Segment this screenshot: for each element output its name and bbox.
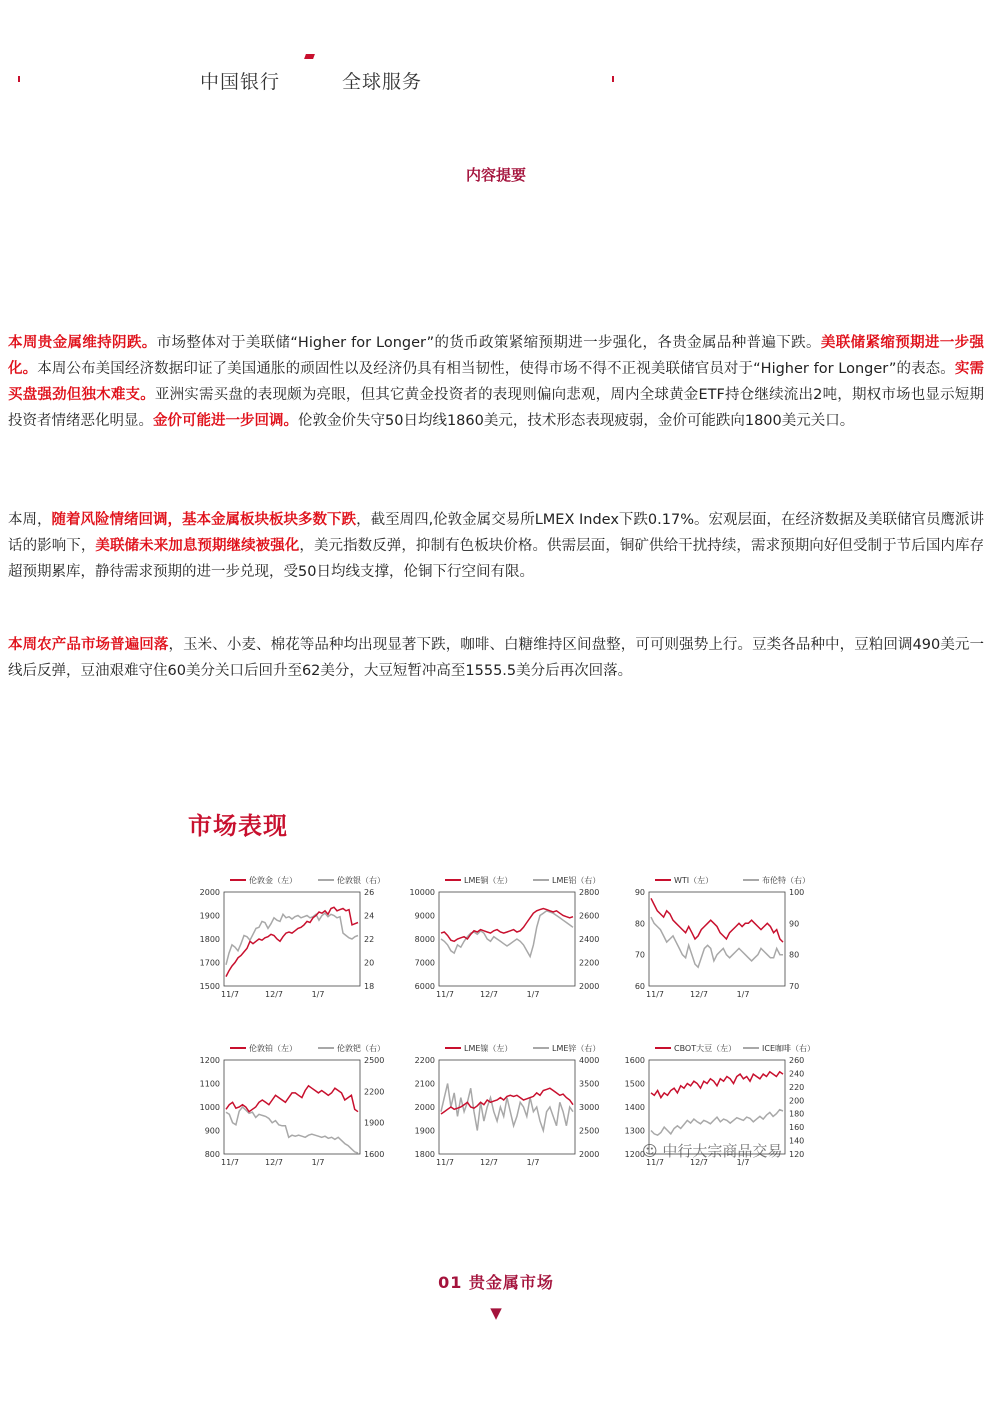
- y-right-tick-label: 2400: [579, 935, 600, 944]
- y-left-tick-label: 1700: [199, 958, 220, 968]
- y-right-tick-label: 2800: [579, 888, 600, 897]
- watermark-text: 中行大宗商品交易: [662, 1142, 783, 1160]
- y-left-tick-label: 7000: [414, 958, 435, 968]
- y-right-tick-label: 3500: [579, 1079, 600, 1089]
- y-left-tick-label: 1900: [414, 1126, 435, 1136]
- x-tick-label: 1/7: [736, 1158, 750, 1167]
- highlight-text: 本周贵金属维持阴跌。: [8, 335, 157, 351]
- legend-label: LME锌（右）: [552, 1044, 601, 1053]
- summary-title: 内容提要: [465, 166, 526, 184]
- chart-svg: [190, 868, 390, 1008]
- chart-svg: [190, 1036, 390, 1176]
- y-left-tick-label: 1200: [199, 1056, 220, 1065]
- y-left-tick-label: 6000: [414, 982, 435, 991]
- chart-wti-brent: [615, 868, 815, 1008]
- header-service: 全球服务: [342, 71, 423, 93]
- legend-label: 伦敦铂（左）: [249, 1044, 297, 1053]
- legend-label: CBOT大豆（左）: [674, 1044, 737, 1053]
- y-right-tick-label: 2000: [579, 1150, 600, 1159]
- x-tick-label: 11/7: [221, 990, 239, 999]
- down-arrow-icon: ▼: [490, 1304, 502, 1322]
- y-left-tick-label: 60: [634, 982, 645, 991]
- legend-label: LME铝（右）: [552, 876, 601, 885]
- y-right-tick-label: 240: [789, 1069, 805, 1079]
- body-text: ，玉米、小麦、棉花等品种均出现显著下跌，咖啡、白糖维持区间盘整，可可则强势上行。豆类各品种中，豆粕回调490美元一线后反弹，豆油艰难守住60美分关口后回升至62美分，大豆短暂冲高至1555.5美分后再次回落。: [8, 637, 985, 679]
- series-left-line: [651, 898, 783, 942]
- y-left-tick-label: 800: [204, 1150, 220, 1159]
- y-right-tick-label: 140: [789, 1136, 805, 1146]
- y-right-tick-label: 1900: [364, 1118, 385, 1128]
- series-right-line: [651, 917, 783, 967]
- x-tick-label: 1/7: [526, 990, 540, 999]
- highlight-text: 金价可能进一步回调。: [153, 413, 298, 429]
- y-left-tick-label: 1500: [199, 982, 220, 991]
- y-right-tick-label: 160: [789, 1123, 805, 1133]
- plot-frame: [224, 1060, 360, 1154]
- y-right-tick-label: 20: [364, 958, 375, 968]
- y-right-tick-label: 18: [364, 982, 375, 991]
- series-right-line: [441, 911, 573, 957]
- y-right-tick-label: 200: [789, 1096, 805, 1106]
- series-left-line: [226, 1086, 358, 1112]
- body-text: 伦敦金价失守50日均线1860美元，技术形态表现疲弱，金价可能跌向1800美元关口。: [298, 413, 855, 429]
- wechat-icon: ☺: [642, 1142, 663, 1160]
- x-tick-label: 12/7: [265, 1158, 283, 1167]
- y-left-tick-label: 2000: [414, 1103, 435, 1112]
- y-right-tick-label: 1600: [364, 1150, 385, 1159]
- y-left-tick-label: 10000: [409, 888, 435, 897]
- y-right-tick-label: 2500: [364, 1056, 385, 1065]
- y-right-tick-label: 26: [364, 888, 375, 897]
- x-tick-label: 1/7: [736, 990, 750, 999]
- header-right-mark: [612, 76, 614, 82]
- y-right-tick-label: 2200: [579, 958, 600, 968]
- y-right-tick-label: 120: [789, 1150, 805, 1159]
- y-left-tick-label: 1900: [199, 911, 220, 921]
- y-right-tick-label: 22: [364, 935, 375, 944]
- y-left-tick-label: 1600: [624, 1056, 645, 1065]
- highlight-text: 本周农产品市场普遍回落: [8, 637, 169, 653]
- x-tick-label: 12/7: [690, 990, 708, 999]
- x-tick-label: 12/7: [480, 1158, 498, 1167]
- chart-svg: [615, 868, 815, 1008]
- x-tick-label: 11/7: [436, 1158, 454, 1167]
- y-right-tick-label: 220: [789, 1082, 805, 1092]
- y-left-tick-label: 1200: [624, 1150, 645, 1159]
- y-right-tick-label: 70: [789, 982, 800, 991]
- y-right-tick-label: 3000: [579, 1103, 600, 1112]
- highlight-text: 实需买盘强劲但独木难支。: [8, 361, 985, 403]
- legend-label: 伦敦银（右）: [337, 876, 385, 885]
- series-right-line: [651, 1110, 783, 1136]
- highlight-text: 美联储未来加息预期继续被强化: [95, 538, 300, 554]
- chart-platinum-palladium: [190, 1036, 390, 1176]
- body-text: ，美元指数反弹，抑制有色板块价格。供需层面，铜矿供给干扰持续，需求预期向好但受制于节后国内库存超预期累库，静待需求预期的进一步兑现，受50日均线支撑，伦铜下行空间有限。: [8, 538, 985, 580]
- x-tick-label: 12/7: [480, 990, 498, 999]
- y-left-tick-label: 80: [634, 919, 645, 929]
- legend-label: 伦敦金（左）: [249, 876, 297, 885]
- x-tick-label: 11/7: [646, 990, 664, 999]
- y-right-tick-label: 260: [789, 1056, 805, 1065]
- body-text: 亚洲实需买盘的表现颇为亮眼，但其它黄金投资者的表现则偏向悲观，周内全球黄金ETF持仓继续流出2吨，期权市场也显示短期投资者情绪恶化明显。: [8, 387, 984, 429]
- series-right-line: [226, 1107, 358, 1153]
- y-right-tick-label: 4000: [579, 1056, 600, 1065]
- y-right-tick-label: 100: [789, 888, 805, 897]
- y-right-tick-label: 180: [789, 1109, 805, 1119]
- x-tick-label: 11/7: [436, 990, 454, 999]
- y-left-tick-label: 1400: [624, 1103, 645, 1112]
- x-tick-label: 1/7: [526, 1158, 540, 1167]
- highlight-text: 随着风险情绪回调，基本金属板块板块多数下跌: [51, 512, 357, 528]
- plot-frame: [224, 892, 360, 986]
- chart-gold-silver: [190, 868, 390, 1008]
- x-tick-label: 11/7: [221, 1158, 239, 1167]
- header-bank-name: 中国银行: [200, 71, 281, 93]
- base-metals-paragraph: [8, 507, 984, 585]
- chart-copper-aluminium: [405, 868, 605, 1008]
- x-tick-label: 12/7: [265, 990, 283, 999]
- x-tick-label: 12/7: [690, 1158, 708, 1167]
- y-right-tick-label: 2000: [579, 982, 600, 991]
- legend-label: 伦敦钯（右）: [337, 1044, 385, 1053]
- y-left-tick-label: 9000: [414, 911, 435, 921]
- y-left-tick-label: 1800: [199, 935, 220, 944]
- highlight-text: 美联储紧缩预期进一步强化。: [8, 335, 985, 377]
- y-left-tick-label: 8000: [414, 935, 435, 944]
- body-text: ，截至周四,伦敦金属交易所LMEX Index下跌0.17%。宏观层面，在经济数据及美联储官员鹰派讲话的影响下，: [8, 512, 985, 554]
- chart-nickel-zinc: [405, 1036, 605, 1176]
- legend-label: 布伦特（右）: [762, 876, 810, 885]
- body-text: 本周，: [8, 512, 52, 528]
- legend-label: ICE咖啡（右）: [762, 1044, 815, 1053]
- y-left-tick-label: 70: [634, 950, 645, 960]
- series-left-line: [651, 1072, 783, 1098]
- y-right-tick-label: 2200: [364, 1087, 385, 1097]
- y-left-tick-label: 1300: [624, 1126, 645, 1136]
- chart-svg: [405, 868, 605, 1008]
- section-link-precious-metals[interactable]: 01 贵金属市场: [438, 1273, 554, 1292]
- chart-svg: [405, 1036, 605, 1176]
- wechat-watermark: [642, 1140, 782, 1161]
- body-text: 市场整体对于美联储“Higher for Longer”的货币政策紧缩预期进一步强化，各贵金属品种普遍下跌。: [156, 335, 821, 351]
- x-tick-label: 1/7: [311, 990, 325, 999]
- header-left-mark: [18, 76, 20, 82]
- y-right-tick-label: 2600: [579, 911, 600, 921]
- body-text: 本周公布美国经济数据印证了美国通胀的顽固性以及经济仍具有相当韧性，使得市场不得不正视美联储官员对于“Higher for Longer”的表态。: [37, 361, 955, 377]
- y-left-tick-label: 1500: [624, 1079, 645, 1089]
- y-left-tick-label: 900: [204, 1126, 220, 1136]
- y-right-tick-label: 2500: [579, 1126, 600, 1136]
- y-right-tick-label: 24: [364, 911, 375, 921]
- precious-metals-paragraph: [8, 330, 984, 434]
- y-left-tick-label: 2100: [414, 1079, 435, 1089]
- y-right-tick-label: 90: [789, 919, 800, 929]
- y-left-tick-label: 1100: [199, 1079, 220, 1089]
- legend-label: LME铜（左）: [464, 876, 513, 885]
- y-left-tick-label: 1000: [199, 1103, 220, 1112]
- x-tick-label: 1/7: [311, 1158, 325, 1167]
- y-left-tick-label: 2200: [414, 1056, 435, 1065]
- x-tick-label: 11/7: [646, 1158, 664, 1167]
- y-left-tick-label: 2000: [199, 888, 220, 897]
- legend-label: WTI（左）: [674, 876, 714, 885]
- market-performance-title: 市场表现: [188, 811, 288, 840]
- legend-label: LME镍（左）: [464, 1044, 513, 1053]
- y-left-tick-label: 90: [634, 888, 645, 897]
- agriculture-paragraph: [8, 632, 984, 684]
- series-right-line: [226, 913, 358, 965]
- y-left-tick-label: 1800: [414, 1150, 435, 1159]
- header-accent-mark: [304, 54, 315, 59]
- y-right-tick-label: 80: [789, 950, 800, 960]
